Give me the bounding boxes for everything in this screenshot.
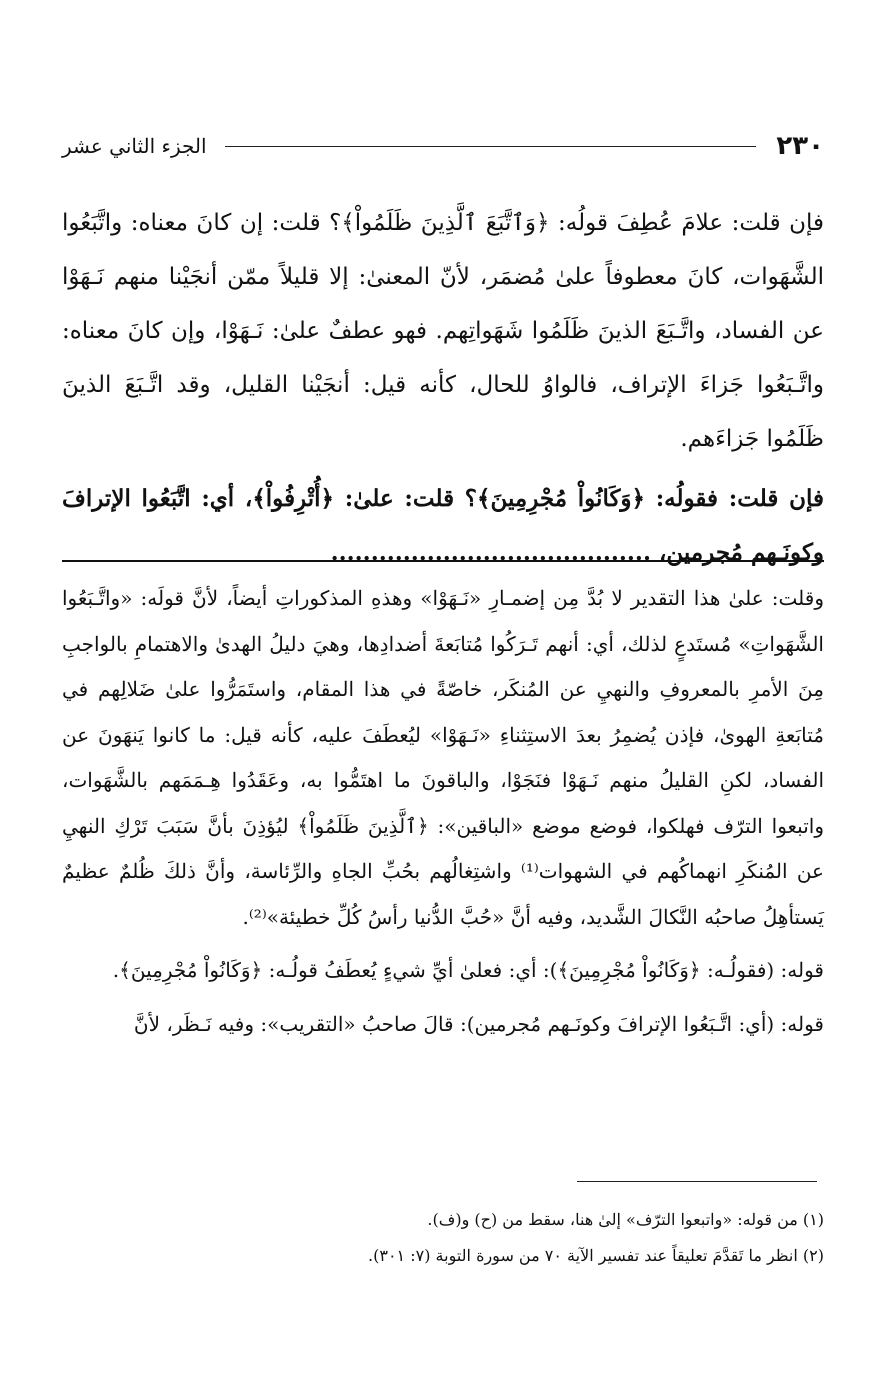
header-rule (225, 146, 757, 147)
footnote-2: (٢) انظر ما تَقدَّمَ تعليقاً عند تفسير الآية ٧٠ من سورة التوبة (٧: ٣٠١). (368, 1246, 824, 1265)
footnote-1: (١) من قوله: «واتبعوا الترّف» إلىٰ هنا، سقط من (ح) و(ف). (427, 1210, 824, 1229)
section-divider (62, 560, 824, 562)
main-paragraph-2: فإن قلت: فقولُه: ﴿وَكَانُواْ مُجْرِمِينَ﴾؟ قلت: علىٰ: ﴿أُتْرِفُواْ﴾، أي: اتَّبَعُوا الإترافَ وكونَـهم مُجرمين، ........................................ (62, 485, 824, 566)
commentary-paragraph-1: وقلت: علىٰ هذا التقدير لا بُدَّ مِن إضمـارِ «نَـهَوْا» وهذهِ المذكوراتِ أيضاً، لأنَّ قولَه: «واتَّـبَعُوا الشَّهَواتِ» مُستَدعٍ لذلك، أي: أنهم تَـرَكُوا مُتابَعةَ أضدادِها، وهيَ دليلُ الهدىٰ والاهتمامِ بالواجبِ مِنَ الأمرِ بالمعروفِ والنهيِ عن المُنكَر، خاصّةً في هذا المقام، واستَمَرُّوا علىٰ ضَلالِهم في مُتابَعةِ الهوىٰ، فإذن يُضمِرُ بعدَ الاستِثناءِ «نَـهَوْا» ليُعطَفَ عليه، كأنه قيل: ما كانوا يَنهَونَ عن الفساد، لكنِ القليلُ منهم نَـهَوْا فنَجَوْا، والباقونَ ما اهتَمُّوا به، وعَقَدُوا هِـمَمَهم بالشَّهَوات، واتبعوا الترّف فهلكوا، فوضع موضع «الباقين»: ﴿ٱلَّذِينَ ظَلَمُواْ﴾ ليُؤذِنَ بأنَّ سَبَبَ تَرْكِ النهيِ عن المُنكَرِ انهماكُهم في الشهوات⁽¹⁾ واشتِغالُهم بحُبِّ الجاهِ والرِّئاسة، وأنَّ ذلكَ ظُلمٌ عظيمٌ يَستأهِلُ صاحبُه النَّكالَ الشَّديد، وفيه أنَّ «حُبَّ الدُّنيا رأسُ كُلِّ خطيئة»⁽²⁾. (62, 586, 824, 929)
footnotes (62, 1202, 824, 1274)
page-header (62, 128, 824, 164)
main-text (62, 196, 824, 586)
commentary-paragraph-2: قوله: (فقولُـه: ﴿وَكَانُواْ مُجْرِمِينَ﴾): أي: فعلىٰ أيِّ شيءٍ يُعطَفُ قولُـه: ﴿وَكَانُواْ مُجْرِمِينَ﴾. (112, 958, 824, 982)
main-paragraph-1: فإن قلت: علامَ عُطِفَ قولُه: ﴿وَٱتَّبَعَ ٱلَّذِينَ ظَلَمُواْ﴾؟ قلت: إن كانَ معناه: واتَّبَعُوا الشَّهَوات، كانَ معطوفاً علىٰ مُضمَر، لأنّ المعنىٰ: إلا قليلاً ممّن أنجَيْنا منهم نَـهَوْا عن الفساد، واتَّـبَعَ الذينَ ظَلَمُوا شَهَواتِهم. فهو عطفٌ علىٰ: نَـهَوْا، وإن كانَ معناه: واتَّـبَعُوا جَزاءَ الإتراف، فالواوُ للحال، كأنه قيل: أنجَيْنا القليل، وقد اتَّـبَعَ الذينَ ظَلَمُوا جَزاءَهم. (62, 210, 824, 452)
commentary-paragraph-3: قوله: (أي: اتَّـبَعُوا الإترافَ وكونَـهم مُجرمين): قالَ صاحبُ «التقريب»: وفيه نَـظَر، لأنَّ (133, 1011, 824, 1036)
page-number: ٢٣٠ (776, 131, 824, 161)
running-title: الجزء الثاني عشر (62, 134, 207, 158)
commentary (62, 576, 824, 1055)
footnote-rule (577, 1181, 817, 1182)
